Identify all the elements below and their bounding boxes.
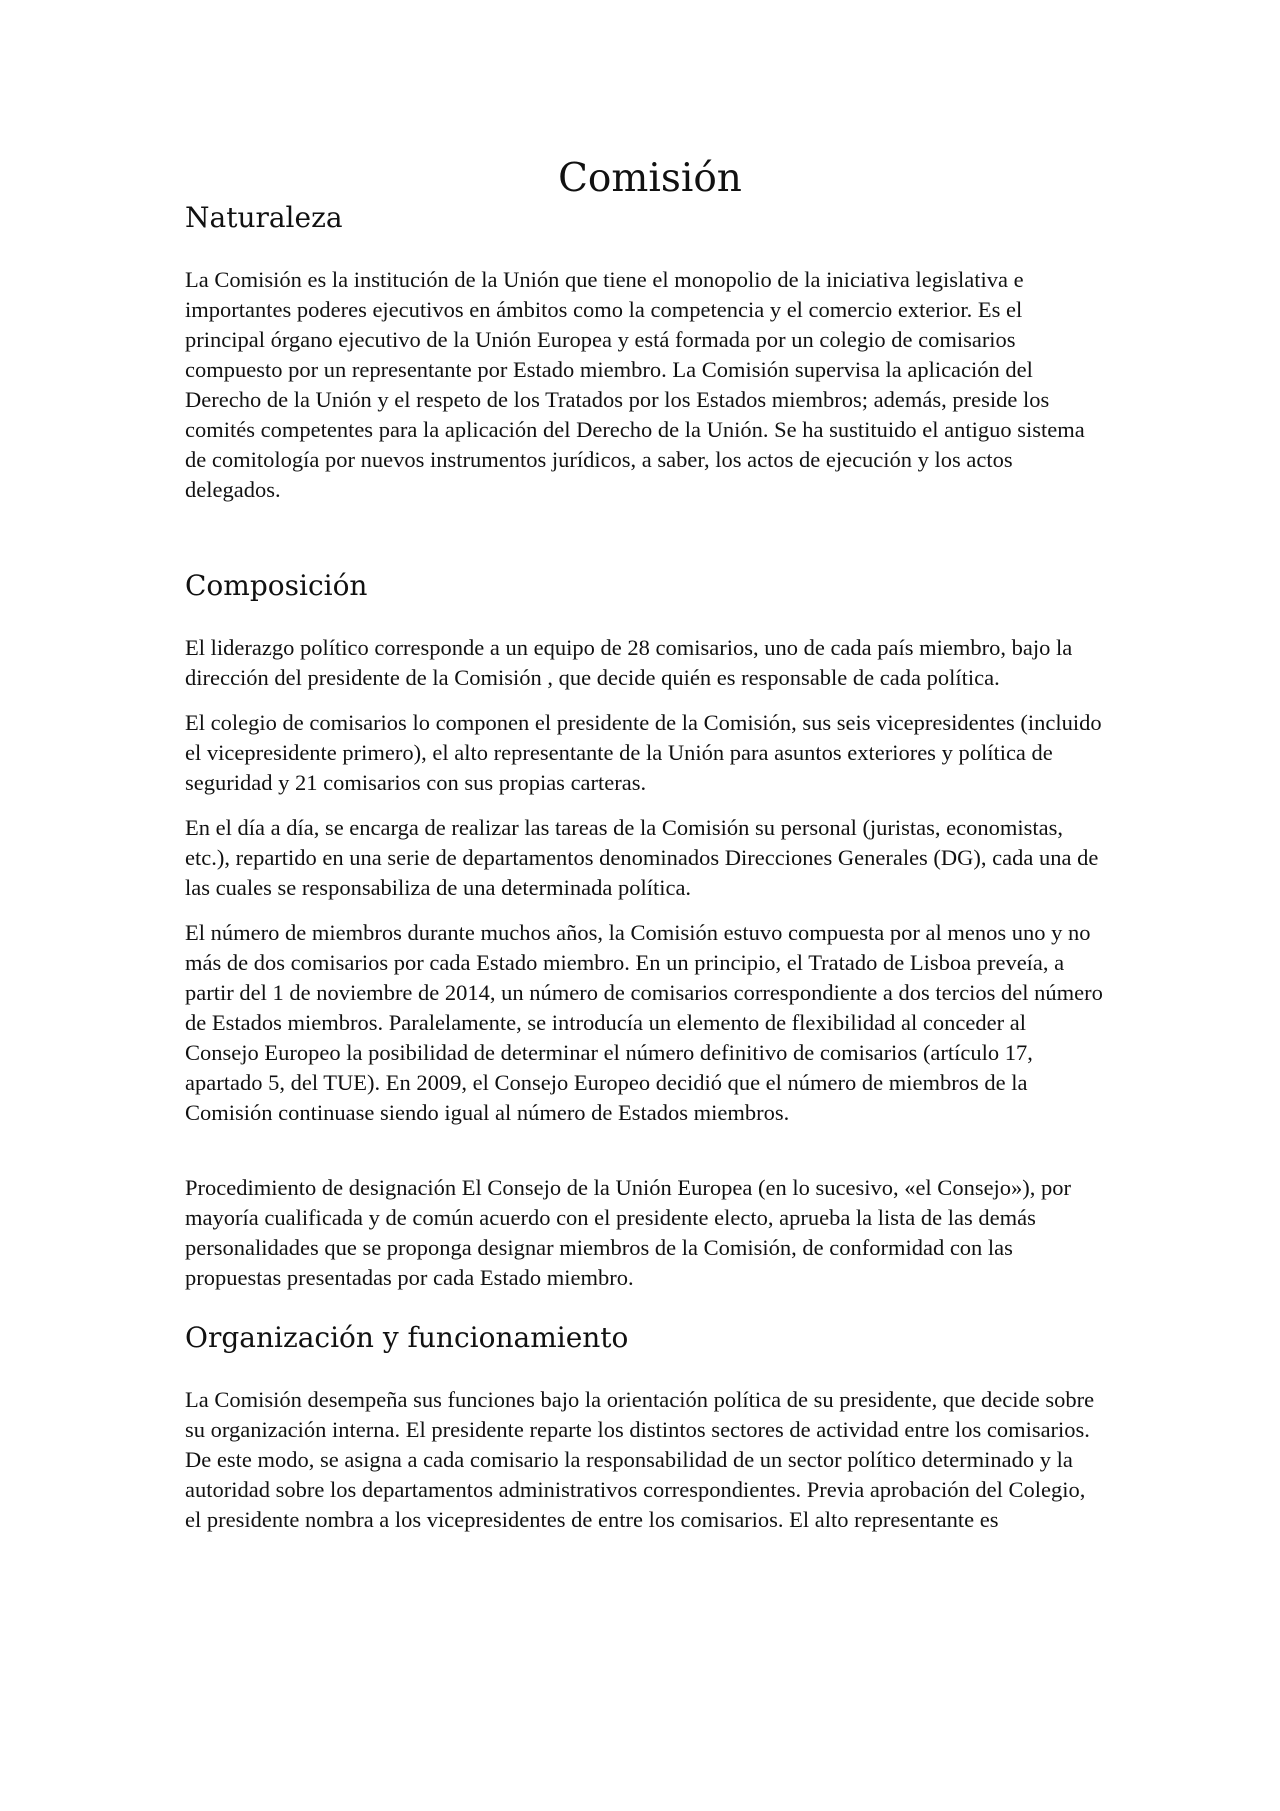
section-heading-naturaleza: Naturaleza <box>185 201 343 234</box>
section-heading-composicion: Composición <box>185 569 368 602</box>
paragraph-composicion-numero-miembros: El número de miembros durante muchos años, la Comisión estuvo compuesta por al menos uno y no más de dos comisarios por cada Estado miembro. En un principio, el Tratado de Lisboa preveía, a partir del 1 de noviembre de 2014, un número de comisarios correspondiente a dos tercios del número de Estados miembros. Paralelamente, se introducía un elemento de flexibilidad al conceder al Consejo Europeo la posibilidad de determinar el número definitivo de comisarios (artículo 17, apartado 5, del TUE). En 2009, el Consejo Europeo decidió que el número de miembros de la Comisión continuase siendo igual al número de Estados miembros. <box>185 920 1103 1125</box>
paragraph-naturaleza: La Comisión es la institución de la Unión que tiene el monopolio de la iniciativa legislativa e importantes poderes ejecutivos en ámbitos como la competencia y el comercio exterior. Es el principal órgano ejecutivo de la Unión Europea y está formada por un colegio de comisarios compuesto por un representante por Estado miembro. La Comisión supervisa la aplicación del Derecho de la Unión y el respeto de los Tratados por los Estados miembros; además, preside los comités competentes para la aplicación del Derecho de la Unión. Se ha sustituido el antiguo sistema de comitología por nuevos instrumentos jurídicos, a saber, los actos de ejecución y los actos delegados. <box>185 267 1085 502</box>
paragraph-composicion-procedimiento: Procedimiento de designación El Consejo de la Unión Europea (en lo sucesivo, «el Consejo»), por mayoría cualificada y de común acuerdo con el presidente electo, aprueba la lista de las demás personalidades que se proponga designar miembros de la Comisión, de conformidad con las propuestas presentadas por cada Estado miembro. <box>185 1175 1072 1290</box>
paragraph-organizacion: La Comisión desempeña sus funciones bajo la orientación política de su presidente, que decide sobre su organización interna. El presidente reparte los distintos sectores de actividad entre los comisarios. De este modo, se asigna a cada comisario la responsabilidad de un sector político determinado y la autoridad sobre los departamentos administrativos correspondientes. Previa aprobación del Colegio, el presidente nombra a los vicepresidentes de entre los comisarios. El alto representante es <box>185 1387 1095 1532</box>
document-title: Comisión <box>558 156 742 201</box>
paragraph-composicion-colegio: El colegio de comisarios lo componen el presidente de la Comisión, sus seis vicepresidentes (incluido el vicepresidente primero), el alto representante de la Unión para asuntos exteriores y política de seguridad y 21 comisarios con sus propias carteras. <box>185 710 1102 795</box>
paragraph-composicion-dia-a-dia: En el día a día, se encarga de realizar las tareas de la Comisión su personal (juristas, economistas, etc.), repartido en una serie de departamentos denominados Direcciones Generales (DG), cada una de las cuales se responsabiliza de una determinada política. <box>185 815 1099 900</box>
paragraph-composicion-liderazgo: El liderazgo político corresponde a un equipo de 28 comisarios, uno de cada país miembro, bajo la dirección del presidente de la Comisión , que decide quién es responsable de cada política. <box>185 635 1073 690</box>
document-body <box>185 155 1105 1535</box>
section-heading-organizacion: Organización y funcionamiento <box>185 1321 629 1354</box>
